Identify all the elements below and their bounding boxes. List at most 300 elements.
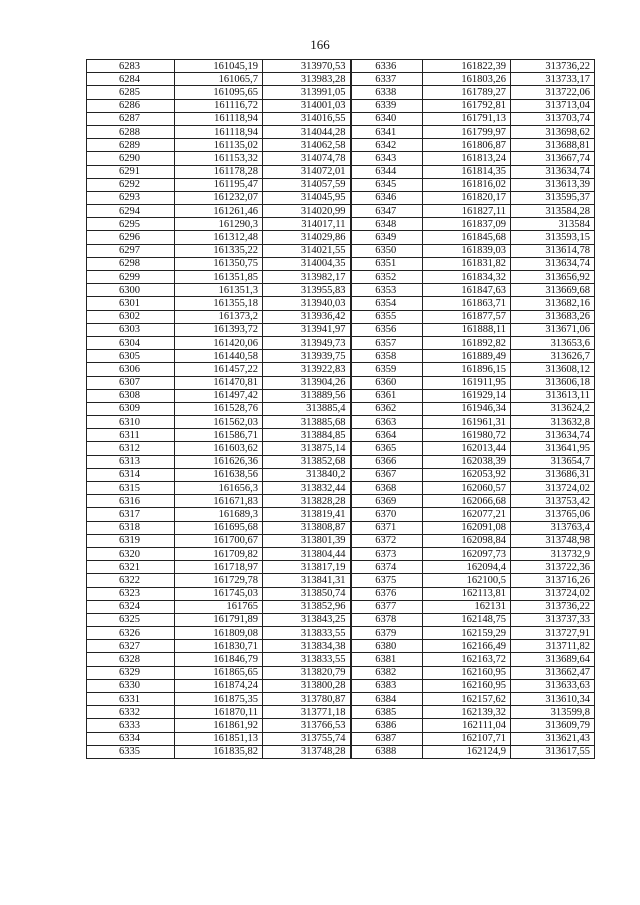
x-coordinate-cell: 161118,94 bbox=[175, 125, 263, 138]
table-row bbox=[87, 600, 595, 613]
x-coordinate-cell: 161835,82 bbox=[175, 745, 263, 758]
x-coordinate-cell: 161689,3 bbox=[175, 508, 263, 521]
y-coordinate-cell: 313606,18 bbox=[511, 376, 595, 389]
x-coordinate-cell: 161911,95 bbox=[423, 376, 511, 389]
x-coordinate-cell: 161178,28 bbox=[175, 165, 263, 178]
y-coordinate-cell: 313820,79 bbox=[263, 666, 351, 679]
point-number-cell: 6309 bbox=[87, 402, 175, 415]
point-number-cell: 6334 bbox=[87, 732, 175, 745]
point-number-cell: 6370 bbox=[351, 508, 423, 521]
point-number-cell: 6386 bbox=[351, 719, 423, 732]
table-row bbox=[87, 336, 595, 349]
x-coordinate-cell: 161820,17 bbox=[423, 191, 511, 204]
y-coordinate-cell: 313633,63 bbox=[511, 679, 595, 692]
table-row bbox=[87, 284, 595, 297]
y-coordinate-cell: 313982,17 bbox=[263, 271, 351, 284]
coordinates-table bbox=[86, 59, 595, 759]
y-coordinate-cell: 314004,35 bbox=[263, 257, 351, 270]
y-coordinate-cell: 313736,22 bbox=[511, 60, 595, 73]
table-row bbox=[87, 732, 595, 745]
x-coordinate-cell: 161335,22 bbox=[175, 244, 263, 257]
table-row bbox=[87, 416, 595, 429]
table-row bbox=[87, 534, 595, 547]
y-coordinate-cell: 314029,86 bbox=[263, 231, 351, 244]
y-coordinate-cell: 313748,28 bbox=[263, 745, 351, 758]
y-coordinate-cell: 313727,91 bbox=[511, 627, 595, 640]
x-coordinate-cell: 161875,35 bbox=[175, 693, 263, 706]
x-coordinate-cell: 162077,21 bbox=[423, 508, 511, 521]
y-coordinate-cell: 313724,02 bbox=[511, 587, 595, 600]
y-coordinate-cell: 313852,96 bbox=[263, 600, 351, 613]
point-number-cell: 6350 bbox=[351, 244, 423, 257]
point-number-cell: 6300 bbox=[87, 284, 175, 297]
point-number-cell: 6345 bbox=[351, 178, 423, 191]
point-number-cell: 6364 bbox=[351, 429, 423, 442]
point-number-cell: 6337 bbox=[351, 73, 423, 86]
y-coordinate-cell: 313736,22 bbox=[511, 600, 595, 613]
y-coordinate-cell: 313608,12 bbox=[511, 363, 595, 376]
x-coordinate-cell: 161393,72 bbox=[175, 323, 263, 336]
x-coordinate-cell: 161892,82 bbox=[423, 336, 511, 349]
y-coordinate-cell: 313840,2 bbox=[263, 468, 351, 481]
x-coordinate-cell: 162113,81 bbox=[423, 587, 511, 600]
y-coordinate-cell: 313748,98 bbox=[511, 534, 595, 547]
point-number-cell: 6283 bbox=[87, 60, 175, 73]
point-number-cell: 6348 bbox=[351, 218, 423, 231]
y-coordinate-cell: 313885,68 bbox=[263, 416, 351, 429]
y-coordinate-cell: 313688,81 bbox=[511, 139, 595, 152]
table-row bbox=[87, 666, 595, 679]
y-coordinate-cell: 314001,03 bbox=[263, 99, 351, 112]
table-row bbox=[87, 468, 595, 481]
y-coordinate-cell: 313991,05 bbox=[263, 86, 351, 99]
table-row bbox=[87, 363, 595, 376]
x-coordinate-cell: 161261,46 bbox=[175, 205, 263, 218]
y-coordinate-cell: 313613,39 bbox=[511, 178, 595, 191]
table-row bbox=[87, 389, 595, 402]
x-coordinate-cell: 161290,3 bbox=[175, 218, 263, 231]
y-coordinate-cell: 313654,7 bbox=[511, 455, 595, 468]
point-number-cell: 6315 bbox=[87, 482, 175, 495]
y-coordinate-cell: 313884,85 bbox=[263, 429, 351, 442]
point-number-cell: 6293 bbox=[87, 191, 175, 204]
y-coordinate-cell: 314072,01 bbox=[263, 165, 351, 178]
x-coordinate-cell: 161851,13 bbox=[175, 732, 263, 745]
x-coordinate-cell: 161845,68 bbox=[423, 231, 511, 244]
x-coordinate-cell: 161116,72 bbox=[175, 99, 263, 112]
x-coordinate-cell: 161799,97 bbox=[423, 125, 511, 138]
x-coordinate-cell: 161877,57 bbox=[423, 310, 511, 323]
point-number-cell: 6346 bbox=[351, 191, 423, 204]
y-coordinate-cell: 313763,4 bbox=[511, 521, 595, 534]
y-coordinate-cell: 314057,59 bbox=[263, 178, 351, 191]
point-number-cell: 6292 bbox=[87, 178, 175, 191]
x-coordinate-cell: 161816,02 bbox=[423, 178, 511, 191]
y-coordinate-cell: 313949,73 bbox=[263, 336, 351, 349]
x-coordinate-cell: 161765 bbox=[175, 600, 263, 613]
point-number-cell: 6308 bbox=[87, 389, 175, 402]
y-coordinate-cell: 313941,97 bbox=[263, 323, 351, 336]
point-number-cell: 6302 bbox=[87, 310, 175, 323]
table-row bbox=[87, 508, 595, 521]
point-number-cell: 6285 bbox=[87, 86, 175, 99]
point-number-cell: 6377 bbox=[351, 600, 423, 613]
table-row bbox=[87, 244, 595, 257]
x-coordinate-cell: 161671,83 bbox=[175, 495, 263, 508]
x-coordinate-cell: 162100,5 bbox=[423, 574, 511, 587]
point-number-cell: 6361 bbox=[351, 389, 423, 402]
point-number-cell: 6324 bbox=[87, 600, 175, 613]
y-coordinate-cell: 313936,42 bbox=[263, 310, 351, 323]
x-coordinate-cell: 162124,9 bbox=[423, 745, 511, 758]
point-number-cell: 6290 bbox=[87, 152, 175, 165]
point-number-cell: 6332 bbox=[87, 706, 175, 719]
point-number-cell: 6365 bbox=[351, 442, 423, 455]
x-coordinate-cell: 161789,27 bbox=[423, 86, 511, 99]
y-coordinate-cell: 313733,17 bbox=[511, 73, 595, 86]
y-coordinate-cell: 313808,87 bbox=[263, 521, 351, 534]
point-number-cell: 6295 bbox=[87, 218, 175, 231]
x-coordinate-cell: 162066,68 bbox=[423, 495, 511, 508]
x-coordinate-cell: 161837,09 bbox=[423, 218, 511, 231]
y-coordinate-cell: 313841,31 bbox=[263, 574, 351, 587]
point-number-cell: 6379 bbox=[351, 627, 423, 640]
y-coordinate-cell: 313904,26 bbox=[263, 376, 351, 389]
point-number-cell: 6320 bbox=[87, 547, 175, 560]
table-row bbox=[87, 613, 595, 626]
y-coordinate-cell: 313716,26 bbox=[511, 574, 595, 587]
y-coordinate-cell: 313621,43 bbox=[511, 732, 595, 745]
y-coordinate-cell: 313722,36 bbox=[511, 561, 595, 574]
x-coordinate-cell: 162148,75 bbox=[423, 613, 511, 626]
table-row bbox=[87, 653, 595, 666]
y-coordinate-cell: 313850,74 bbox=[263, 587, 351, 600]
x-coordinate-cell: 161803,26 bbox=[423, 73, 511, 86]
x-coordinate-cell: 162098,84 bbox=[423, 534, 511, 547]
point-number-cell: 6363 bbox=[351, 416, 423, 429]
x-coordinate-cell: 161312,48 bbox=[175, 231, 263, 244]
x-coordinate-cell: 162159,29 bbox=[423, 627, 511, 640]
x-coordinate-cell: 161745,03 bbox=[175, 587, 263, 600]
table-row bbox=[87, 376, 595, 389]
y-coordinate-cell: 313711,82 bbox=[511, 640, 595, 653]
x-coordinate-cell: 161861,92 bbox=[175, 719, 263, 732]
point-number-cell: 6322 bbox=[87, 574, 175, 587]
x-coordinate-cell: 161351,3 bbox=[175, 284, 263, 297]
x-coordinate-cell: 162111,04 bbox=[423, 719, 511, 732]
x-coordinate-cell: 161813,24 bbox=[423, 152, 511, 165]
x-coordinate-cell: 162091,08 bbox=[423, 521, 511, 534]
point-number-cell: 6313 bbox=[87, 455, 175, 468]
x-coordinate-cell: 161827,11 bbox=[423, 205, 511, 218]
point-number-cell: 6368 bbox=[351, 482, 423, 495]
table-row bbox=[87, 112, 595, 125]
table-row bbox=[87, 745, 595, 758]
point-number-cell: 6349 bbox=[351, 231, 423, 244]
point-number-cell: 6353 bbox=[351, 284, 423, 297]
point-number-cell: 6351 bbox=[351, 257, 423, 270]
point-number-cell: 6380 bbox=[351, 640, 423, 653]
point-number-cell: 6388 bbox=[351, 745, 423, 758]
x-coordinate-cell: 161980,72 bbox=[423, 429, 511, 442]
table-row bbox=[87, 60, 595, 73]
y-coordinate-cell: 313780,87 bbox=[263, 693, 351, 706]
x-coordinate-cell: 161929,14 bbox=[423, 389, 511, 402]
y-coordinate-cell: 314021,55 bbox=[263, 244, 351, 257]
point-number-cell: 6374 bbox=[351, 561, 423, 574]
x-coordinate-cell: 161718,97 bbox=[175, 561, 263, 574]
y-coordinate-cell: 313698,62 bbox=[511, 125, 595, 138]
table-row bbox=[87, 482, 595, 495]
table-row bbox=[87, 495, 595, 508]
point-number-cell: 6311 bbox=[87, 429, 175, 442]
y-coordinate-cell: 313624,2 bbox=[511, 402, 595, 415]
y-coordinate-cell: 313875,14 bbox=[263, 442, 351, 455]
point-number-cell: 6306 bbox=[87, 363, 175, 376]
table-row bbox=[87, 521, 595, 534]
point-number-cell: 6366 bbox=[351, 455, 423, 468]
y-coordinate-cell: 314020,99 bbox=[263, 205, 351, 218]
point-number-cell: 6342 bbox=[351, 139, 423, 152]
table-row bbox=[87, 205, 595, 218]
x-coordinate-cell: 162157,62 bbox=[423, 693, 511, 706]
y-coordinate-cell: 313686,31 bbox=[511, 468, 595, 481]
point-number-cell: 6284 bbox=[87, 73, 175, 86]
x-coordinate-cell: 161135,02 bbox=[175, 139, 263, 152]
table-row bbox=[87, 297, 595, 310]
table-row bbox=[87, 310, 595, 323]
y-coordinate-cell: 313671,06 bbox=[511, 323, 595, 336]
point-number-cell: 6385 bbox=[351, 706, 423, 719]
y-coordinate-cell: 313609,79 bbox=[511, 719, 595, 732]
table-row bbox=[87, 706, 595, 719]
y-coordinate-cell: 313653,6 bbox=[511, 336, 595, 349]
y-coordinate-cell: 313634,74 bbox=[511, 429, 595, 442]
x-coordinate-cell: 161350,75 bbox=[175, 257, 263, 270]
x-coordinate-cell: 161729,78 bbox=[175, 574, 263, 587]
y-coordinate-cell: 313885,4 bbox=[263, 402, 351, 415]
point-number-cell: 6369 bbox=[351, 495, 423, 508]
x-coordinate-cell: 161961,31 bbox=[423, 416, 511, 429]
point-number-cell: 6352 bbox=[351, 271, 423, 284]
point-number-cell: 6372 bbox=[351, 534, 423, 547]
point-number-cell: 6339 bbox=[351, 99, 423, 112]
x-coordinate-cell: 161792,81 bbox=[423, 99, 511, 112]
x-coordinate-cell: 162013,44 bbox=[423, 442, 511, 455]
table-row bbox=[87, 587, 595, 600]
point-number-cell: 6383 bbox=[351, 679, 423, 692]
point-number-cell: 6288 bbox=[87, 125, 175, 138]
table-row bbox=[87, 561, 595, 574]
y-coordinate-cell: 313737,33 bbox=[511, 613, 595, 626]
point-number-cell: 6328 bbox=[87, 653, 175, 666]
x-coordinate-cell: 161457,22 bbox=[175, 363, 263, 376]
x-coordinate-cell: 161095,65 bbox=[175, 86, 263, 99]
x-coordinate-cell: 161656,3 bbox=[175, 482, 263, 495]
x-coordinate-cell: 161888,11 bbox=[423, 323, 511, 336]
point-number-cell: 6341 bbox=[351, 125, 423, 138]
point-number-cell: 6314 bbox=[87, 468, 175, 481]
x-coordinate-cell: 161195,47 bbox=[175, 178, 263, 191]
point-number-cell: 6296 bbox=[87, 231, 175, 244]
y-coordinate-cell: 313683,26 bbox=[511, 310, 595, 323]
y-coordinate-cell: 313889,56 bbox=[263, 389, 351, 402]
point-number-cell: 6362 bbox=[351, 402, 423, 415]
y-coordinate-cell: 313940,03 bbox=[263, 297, 351, 310]
x-coordinate-cell: 161830,71 bbox=[175, 640, 263, 653]
x-coordinate-cell: 161896,15 bbox=[423, 363, 511, 376]
y-coordinate-cell: 313833,55 bbox=[263, 627, 351, 640]
point-number-cell: 6325 bbox=[87, 613, 175, 626]
y-coordinate-cell: 314045,95 bbox=[263, 191, 351, 204]
x-coordinate-cell: 161695,68 bbox=[175, 521, 263, 534]
x-coordinate-cell: 162160,95 bbox=[423, 666, 511, 679]
x-coordinate-cell: 161586,71 bbox=[175, 429, 263, 442]
x-coordinate-cell: 162160,95 bbox=[423, 679, 511, 692]
y-coordinate-cell: 313755,74 bbox=[263, 732, 351, 745]
y-coordinate-cell: 313843,25 bbox=[263, 613, 351, 626]
point-number-cell: 6333 bbox=[87, 719, 175, 732]
x-coordinate-cell: 162139,32 bbox=[423, 706, 511, 719]
y-coordinate-cell: 313610,34 bbox=[511, 693, 595, 706]
point-number-cell: 6305 bbox=[87, 350, 175, 363]
x-coordinate-cell: 162097,73 bbox=[423, 547, 511, 560]
y-coordinate-cell: 313626,7 bbox=[511, 350, 595, 363]
x-coordinate-cell: 161153,32 bbox=[175, 152, 263, 165]
y-coordinate-cell: 313703,74 bbox=[511, 112, 595, 125]
point-number-cell: 6360 bbox=[351, 376, 423, 389]
y-coordinate-cell: 313593,15 bbox=[511, 231, 595, 244]
table-body bbox=[87, 60, 595, 759]
x-coordinate-cell: 162060,57 bbox=[423, 482, 511, 495]
point-number-cell: 6286 bbox=[87, 99, 175, 112]
point-number-cell: 6303 bbox=[87, 323, 175, 336]
y-coordinate-cell: 313722,06 bbox=[511, 86, 595, 99]
table-row bbox=[87, 350, 595, 363]
x-coordinate-cell: 161373,2 bbox=[175, 310, 263, 323]
y-coordinate-cell: 313724,02 bbox=[511, 482, 595, 495]
x-coordinate-cell: 161791,89 bbox=[175, 613, 263, 626]
y-coordinate-cell: 313599,8 bbox=[511, 706, 595, 719]
table-row bbox=[87, 125, 595, 138]
y-coordinate-cell: 313983,28 bbox=[263, 73, 351, 86]
y-coordinate-cell: 314074,78 bbox=[263, 152, 351, 165]
point-number-cell: 6330 bbox=[87, 679, 175, 692]
point-number-cell: 6355 bbox=[351, 310, 423, 323]
y-coordinate-cell: 313801,39 bbox=[263, 534, 351, 547]
y-coordinate-cell: 313732,9 bbox=[511, 547, 595, 560]
y-coordinate-cell: 313632,8 bbox=[511, 416, 595, 429]
x-coordinate-cell: 161806,87 bbox=[423, 139, 511, 152]
y-coordinate-cell: 313970,53 bbox=[263, 60, 351, 73]
x-coordinate-cell: 161946,34 bbox=[423, 402, 511, 415]
y-coordinate-cell: 313955,83 bbox=[263, 284, 351, 297]
point-number-cell: 6387 bbox=[351, 732, 423, 745]
point-number-cell: 6297 bbox=[87, 244, 175, 257]
point-number-cell: 6384 bbox=[351, 693, 423, 706]
point-number-cell: 6287 bbox=[87, 112, 175, 125]
x-coordinate-cell: 162053,92 bbox=[423, 468, 511, 481]
x-coordinate-cell: 161865,65 bbox=[175, 666, 263, 679]
point-number-cell: 6347 bbox=[351, 205, 423, 218]
x-coordinate-cell: 162163,72 bbox=[423, 653, 511, 666]
x-coordinate-cell: 161831,82 bbox=[423, 257, 511, 270]
y-coordinate-cell: 313634,74 bbox=[511, 257, 595, 270]
x-coordinate-cell: 162094,4 bbox=[423, 561, 511, 574]
table-row bbox=[87, 257, 595, 270]
x-coordinate-cell: 161839,03 bbox=[423, 244, 511, 257]
table-row bbox=[87, 86, 595, 99]
x-coordinate-cell: 161118,94 bbox=[175, 112, 263, 125]
x-coordinate-cell: 161846,79 bbox=[175, 653, 263, 666]
y-coordinate-cell: 313682,16 bbox=[511, 297, 595, 310]
point-number-cell: 6316 bbox=[87, 495, 175, 508]
point-number-cell: 6294 bbox=[87, 205, 175, 218]
table-row bbox=[87, 547, 595, 560]
y-coordinate-cell: 314062,58 bbox=[263, 139, 351, 152]
x-coordinate-cell: 161562,03 bbox=[175, 416, 263, 429]
x-coordinate-cell: 161809,08 bbox=[175, 627, 263, 640]
x-coordinate-cell: 161638,56 bbox=[175, 468, 263, 481]
table-row bbox=[87, 442, 595, 455]
point-number-cell: 6301 bbox=[87, 297, 175, 310]
table-row bbox=[87, 574, 595, 587]
x-coordinate-cell: 161470,81 bbox=[175, 376, 263, 389]
y-coordinate-cell: 313634,74 bbox=[511, 165, 595, 178]
x-coordinate-cell: 162166,49 bbox=[423, 640, 511, 653]
x-coordinate-cell: 162038,39 bbox=[423, 455, 511, 468]
x-coordinate-cell: 161814,35 bbox=[423, 165, 511, 178]
y-coordinate-cell: 313834,38 bbox=[263, 640, 351, 653]
table-row bbox=[87, 640, 595, 653]
y-coordinate-cell: 313833,55 bbox=[263, 653, 351, 666]
y-coordinate-cell: 313595,37 bbox=[511, 191, 595, 204]
x-coordinate-cell: 161889,49 bbox=[423, 350, 511, 363]
y-coordinate-cell: 313828,28 bbox=[263, 495, 351, 508]
point-number-cell: 6356 bbox=[351, 323, 423, 336]
x-coordinate-cell: 161351,85 bbox=[175, 271, 263, 284]
table-row bbox=[87, 165, 595, 178]
y-coordinate-cell: 313617,55 bbox=[511, 745, 595, 758]
y-coordinate-cell: 313669,68 bbox=[511, 284, 595, 297]
point-number-cell: 6331 bbox=[87, 693, 175, 706]
table-row bbox=[87, 73, 595, 86]
point-number-cell: 6381 bbox=[351, 653, 423, 666]
y-coordinate-cell: 313766,53 bbox=[263, 719, 351, 732]
x-coordinate-cell: 162107,71 bbox=[423, 732, 511, 745]
x-coordinate-cell: 161528,76 bbox=[175, 402, 263, 415]
point-number-cell: 6354 bbox=[351, 297, 423, 310]
point-number-cell: 6310 bbox=[87, 416, 175, 429]
y-coordinate-cell: 313613,11 bbox=[511, 389, 595, 402]
y-coordinate-cell: 313817,19 bbox=[263, 561, 351, 574]
table-row bbox=[87, 99, 595, 112]
x-coordinate-cell: 161626,36 bbox=[175, 455, 263, 468]
point-number-cell: 6291 bbox=[87, 165, 175, 178]
point-number-cell: 6312 bbox=[87, 442, 175, 455]
x-coordinate-cell: 161822,39 bbox=[423, 60, 511, 73]
x-coordinate-cell: 161709,82 bbox=[175, 547, 263, 560]
y-coordinate-cell: 313584 bbox=[511, 218, 595, 231]
table-row bbox=[87, 627, 595, 640]
y-coordinate-cell: 314044,28 bbox=[263, 125, 351, 138]
point-number-cell: 6357 bbox=[351, 336, 423, 349]
table-row bbox=[87, 271, 595, 284]
point-number-cell: 6375 bbox=[351, 574, 423, 587]
table-row bbox=[87, 693, 595, 706]
x-coordinate-cell: 161045,19 bbox=[175, 60, 263, 73]
table-row bbox=[87, 719, 595, 732]
